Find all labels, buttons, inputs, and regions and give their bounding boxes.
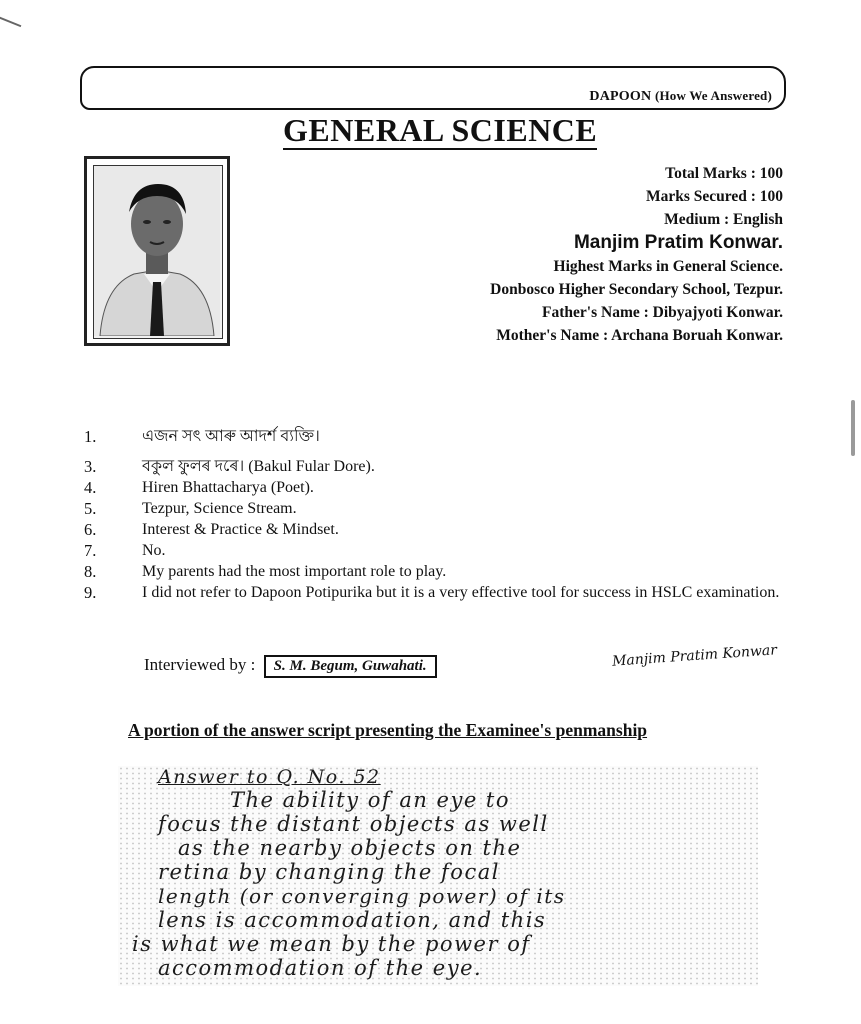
list-item-text: My parents had the most important role to play. — [142, 563, 447, 580]
page-title: GENERAL SCIENCE — [283, 112, 598, 148]
header-brand: DAPOON — [589, 89, 652, 104]
list-item-number: 3. — [84, 457, 97, 476]
interviewed-by — [144, 655, 437, 678]
list-item-number: 8. — [84, 562, 97, 581]
list-item — [84, 519, 784, 540]
school-name: Donbosco Higher Secondary School, Tezpur. — [490, 281, 783, 298]
list-item-text: No. — [142, 542, 166, 559]
list-item-number: 5. — [84, 499, 97, 518]
header-source: (How We Answered) — [654, 88, 772, 103]
script-line: accommodation of the eye. — [158, 956, 483, 980]
list-item-number: 4. — [84, 478, 97, 497]
script-heading: Answer to Q. No. 52 — [158, 766, 381, 788]
list-item — [84, 582, 784, 603]
list-item-text: Hiren Bhattacharya (Poet). — [142, 479, 314, 496]
scrollbar-thumb[interactable] — [851, 400, 855, 456]
list-item-number: 1. — [84, 427, 97, 446]
section-heading: A portion of the answer script presenting the Examinee's penmanship — [128, 720, 648, 740]
script-line: length (or converging power) of its — [158, 884, 566, 908]
list-item — [84, 426, 784, 447]
list-item — [84, 540, 784, 561]
list-item-text: এজন সৎ আৰু আদৰ্শ ব্যক্তি। — [142, 428, 320, 445]
list-item-text: বকুল ফুলৰ দৰে। (Bakul Fular Dore). — [142, 458, 375, 475]
student-name: Manjim Pratim Konwar. — [573, 232, 783, 253]
answer-script-image — [118, 766, 758, 986]
script-line: is what we mean by the power of — [132, 932, 531, 956]
mother-name: Mother's Name : Archana Boruah Konwar. — [496, 327, 783, 344]
list-item — [84, 456, 784, 477]
signature: Manjim Pratim Konwar — [611, 642, 778, 670]
list-item-number: 6. — [84, 520, 97, 539]
script-line: lens is accommodation, and this — [158, 908, 547, 932]
marks-secured: Marks Secured : 100 — [645, 188, 783, 205]
script-line: as the nearby objects on the — [178, 836, 522, 860]
list-item — [84, 477, 784, 498]
medium: Medium : English — [664, 211, 783, 228]
script-line: retina by changing the focal — [158, 860, 500, 884]
interviewed-by-label: Interviewed by : — [144, 655, 256, 674]
student-photo-frame — [84, 156, 230, 346]
student-photo — [93, 165, 223, 339]
list-item — [84, 498, 784, 519]
header-banner — [80, 66, 786, 110]
corner-mark — [0, 15, 21, 27]
highlight-text: Highest Marks in General Science. — [553, 258, 783, 275]
list-item-number: 9. — [84, 583, 97, 602]
student-info — [490, 162, 783, 347]
total-marks: Total Marks : 100 — [665, 165, 783, 182]
interviewer-name: S. M. Begum, Guwahati. — [264, 655, 437, 678]
list-item — [84, 561, 784, 582]
list-item-text: I did not refer to Dapoon Potipurika but it is a very effective tool for success in HSLC examination. — [142, 584, 780, 601]
father-name: Father's Name : Dibyajyoti Konwar. — [542, 304, 783, 321]
script-line: The ability of an eye to — [230, 788, 511, 812]
answers-list — [84, 426, 784, 603]
list-item-text: Interest & Practice & Mindset. — [142, 521, 339, 538]
list-item-number: 7. — [84, 541, 97, 560]
list-item-text: Tezpur, Science Stream. — [142, 500, 297, 517]
script-line: focus the distant objects as well — [158, 812, 549, 836]
header-label — [589, 88, 772, 105]
